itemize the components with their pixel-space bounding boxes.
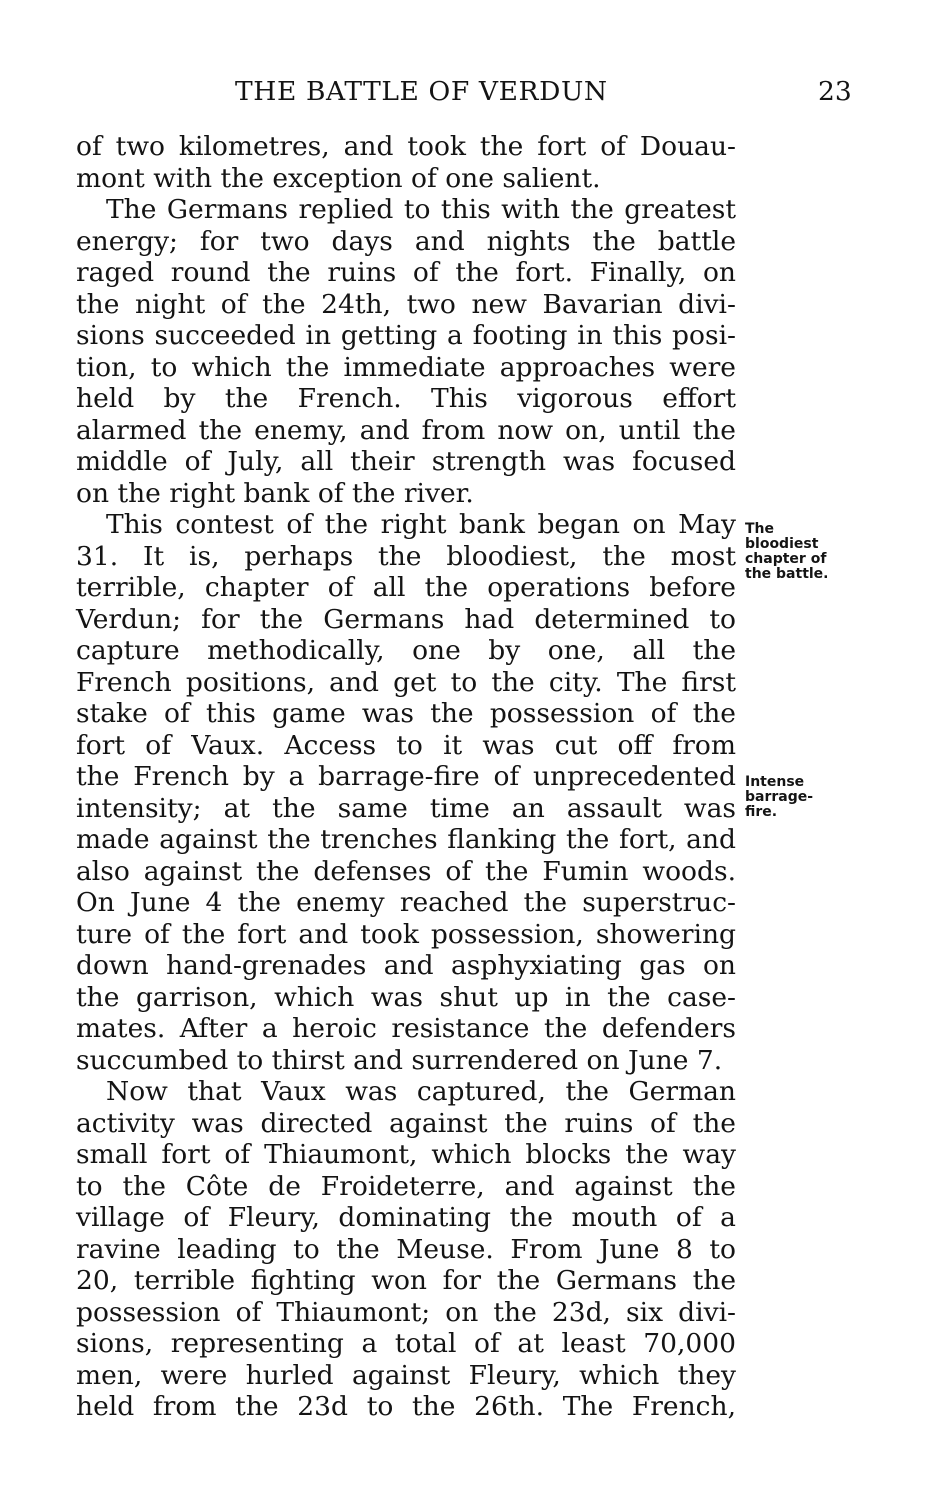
text-line: French positions, and get to the city. The first: [76, 666, 736, 698]
text-line: alarmed the enemy, and from now on, until the: [76, 414, 736, 446]
text-line: to the Côte de Froideterre, and against the: [76, 1170, 736, 1202]
text-line: On June 4 the enemy reached the superstruc-: [76, 887, 736, 918]
text-line: mates. After a heroic resistance the defenders: [76, 1013, 736, 1044]
text-line: sions succeeded in getting a footing in this posi-: [76, 320, 736, 351]
text-line: held from the 23d to the 26th. The French,: [76, 1391, 736, 1422]
text-line: small fort of Thiaumont, which blocks the way: [76, 1139, 736, 1170]
text-line: middle of July, all their strength was focused: [76, 446, 736, 477]
sidenote-line: barrage-: [745, 789, 814, 805]
text-line: Now that Vaux was captured, the German: [106, 1076, 736, 1107]
text-line: raged round the ruins of the fort. Finally, on: [76, 257, 736, 288]
text-line: down hand-grenades and asphyxiating gas on: [76, 950, 736, 981]
text-line: the French by a barrage-fire of unprecedented: [76, 761, 736, 792]
text-line: held by the French. This vigorous effort: [76, 383, 736, 414]
text-line: capture methodically, one by one, all the: [76, 635, 736, 666]
text-line: 31. It is, perhaps the bloodiest, the most: [76, 540, 736, 572]
text-line: intensity; at the same time an assault was: [76, 792, 736, 824]
text-line: also against the defenses of the Fumin woods.: [76, 855, 736, 887]
sidenote-barrage-fire: [745, 775, 905, 820]
text-line: made against the trenches flanking the fort, and: [76, 824, 736, 855]
sidenote-line: The: [745, 521, 775, 537]
text-line: sions, representing a total of at least 70,000: [76, 1328, 736, 1359]
body-text: [76, 131, 736, 1423]
text-line: village of Fleury, dominating the mouth of a: [76, 1202, 736, 1233]
text-line: Verdun; for the Germans had determined to: [76, 603, 736, 635]
running-title: THE BATTLE OF VERDUN: [235, 76, 608, 107]
text-line: stake of this game was the possession of the: [76, 698, 736, 729]
text-line: mont with the exception of one salient.: [76, 162, 601, 194]
text-line: This contest of the right bank began on May: [106, 509, 736, 540]
sidenote-line: the battle.: [745, 566, 829, 582]
text-line: on the right bank of the river.: [76, 477, 474, 509]
text-line: succumbed to thirst and surrendered on June 7.: [76, 1044, 723, 1076]
text-line: the garrison, which was shut up in the case-: [76, 981, 736, 1013]
text-line: fort of Vaux. Access to it was cut off from: [76, 729, 736, 761]
text-line: The Germans replied to this with the greatest: [106, 194, 736, 225]
page-number: 23: [818, 76, 852, 107]
text-line: terrible, chapter of all the operations before: [76, 572, 736, 603]
text-line: energy; for two days and nights the battle: [76, 225, 736, 257]
text-line: men, were hurled against Fleury, which they: [76, 1359, 736, 1391]
text-line: activity was directed against the ruins of the: [76, 1107, 736, 1139]
text-line: of two kilometres, and took the fort of Douau-: [76, 131, 736, 162]
sidenote-line: bloodiest: [745, 536, 819, 552]
text-line: 20, terrible fighting won for the Germans the: [76, 1265, 736, 1296]
text-line: the night of the 24th, two new Bavarian divi-: [76, 288, 736, 320]
sidenote-line: Intense: [745, 774, 805, 790]
text-line: possession of Thiaumont; on the 23d, six divi-: [76, 1296, 736, 1328]
sidenote-bloodiest-chapter: [745, 522, 905, 582]
sidenote-line: chapter of: [745, 551, 827, 567]
text-line: tion, to which the immediate approaches were: [76, 351, 736, 383]
text-line: ravine leading to the Meuse. From June 8 to: [76, 1233, 736, 1265]
sidenote-line: fire.: [745, 804, 778, 820]
text-line: ture of the fort and took possession, showering: [76, 918, 736, 950]
